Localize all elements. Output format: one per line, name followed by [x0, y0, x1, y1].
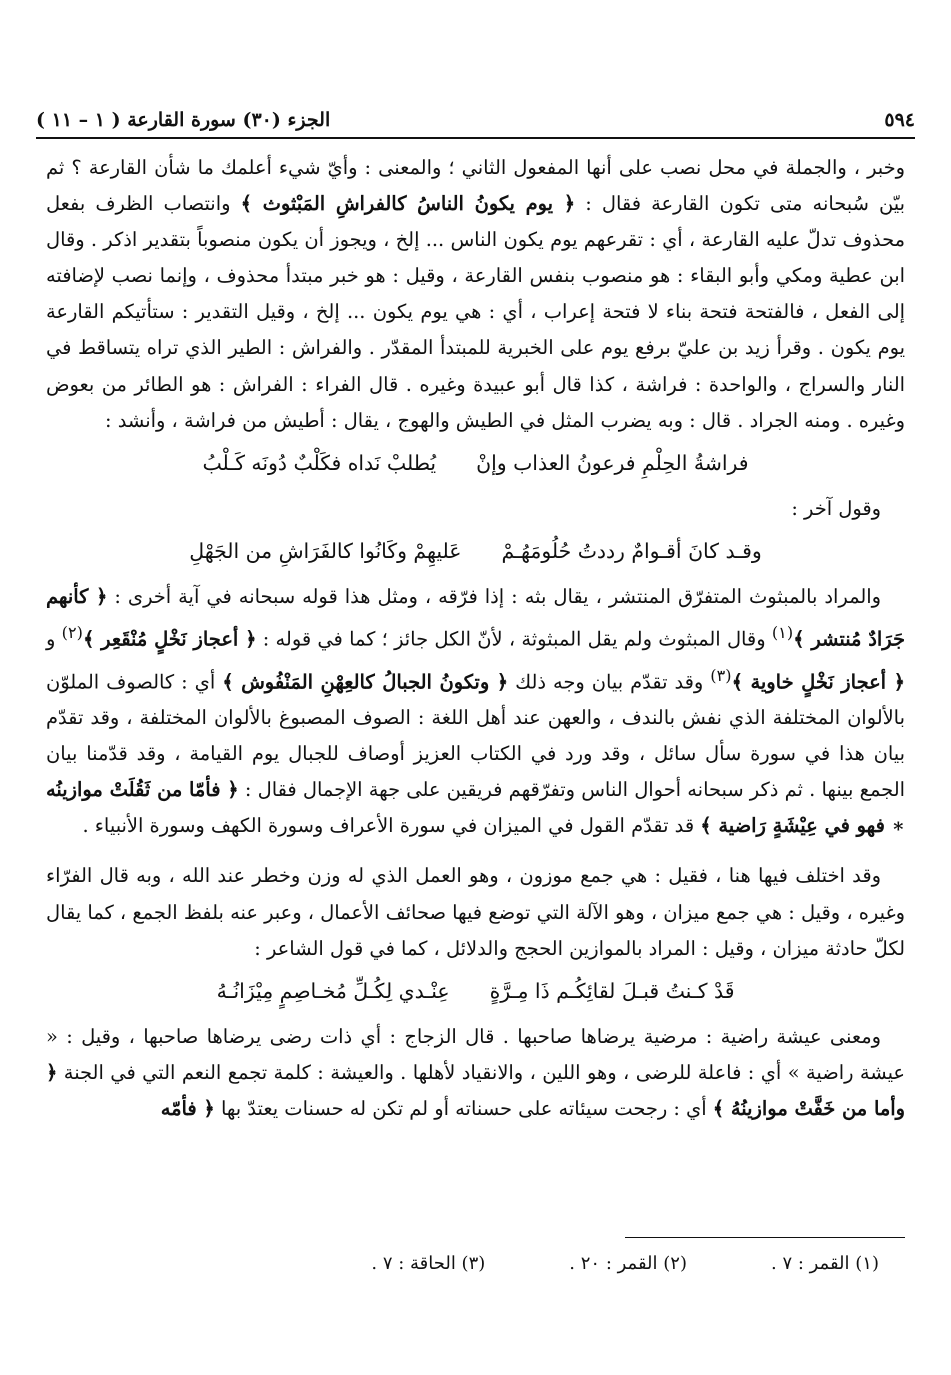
running-title: الجزء (٣٠) سورة القارعة ( ١ – ١١ ) [36, 109, 331, 131]
footnote-rule [625, 1237, 905, 1238]
text-run: والمراد بالمبثوث المتفرّق المنتشر ، يقال بثه : إذا فرّقه ، ومثل هذا قوله سبحانه في آية أخرى : [107, 584, 881, 608]
quran-quote: ﴿ يوم يكونُ الناسُ كالفراشِ المَبْثوث ﴾ [240, 192, 576, 216]
quran-quote: ﴿ فأمّا من ثَقُلَتْ موازينُه ∗ فهو في عِيْشَةٍ رَاضية ﴾ [46, 778, 905, 838]
verse-hemistich-first: وقـد كانَ أقـوامٌ رددتُ حُلُومَهُـمْ [501, 538, 762, 563]
verse-intro: وقول آخر : [791, 496, 881, 520]
footnote-3: (٣) الحاقة : ٧ . [371, 1253, 486, 1274]
text-run: أي : كالصوف الملوّن بالألوان المختلفة الذي نفش بالندف ، والعهن عند أهل اللغة : الصوف المصبوغ بالألوان المختلفة ، وقد تقدّم بيان هذا في سورة سأل سائل ، وقد ورد في الكتاب العزيز أوصاف للجبال يوم القيامة ، وقد قدّمنا بيان الجمع بينها . ثم ذكر سبحانه أحوال الناس وتفرّقهم فريقين على جهة الإجمال فقال : [46, 669, 905, 802]
page-number: ٥٩٤ [884, 109, 915, 131]
quran-quote: ﴿ وتكونُ الجبالُ كالعِهْنِ المَنْفُوش ﴾ [222, 669, 509, 693]
poem-verse-3 [46, 969, 905, 1013]
footnote-marker[interactable]: (٢) [61, 622, 83, 642]
footnote-marker[interactable]: (٣) [710, 665, 732, 685]
footnote-1: (١) القمر : ٧ . [770, 1253, 879, 1274]
page-body [46, 150, 905, 1127]
paragraph-4 [46, 1019, 905, 1127]
paragraph-2 [46, 579, 905, 845]
footnote-marker[interactable]: (١) [771, 622, 794, 642]
text-run: وانتصاب الظرف بفعل محذوف تدلّ عليه القارعة ، أي : تقرعهم يوم يكون الناس ... إلخ ، ويجوز أن يكون منصوباً بتقدير اذكر . وقال ابن عطية ومكي وأبو البقاء : هو منصوب بنفس القارعة ، وقيل : هو خبر مبتدأ محذوف ، وإنما نصب لإضافته إلى الفعل ، فالفتحة فتحة بناء لا فتحة إعراب ، أي : هي يوم يكون ... إلخ ، وقيل التقدير : ستأتيكم القارعة يوم يكون . وقرأ زيد بن عليّ برفع يوم على الخبرية للمبتدأ المقدّر . والفراش : الطير الذي تراه يتساقط في النار والسراج ، والواحدة : فراشة ، كذا قال أبو عبيدة وغيره . قال الفراء : الفراش : هو الطائر من بعوض وغيره . ومنه الجراد . قال : وبه يضرب المثل في الطيش والهوج ، يقال : أطيش من فراشة ، وأنشد : [46, 192, 905, 432]
paragraph-1 [46, 150, 905, 439]
text-run: ومعنى عيشة راضية : مرضية يرضاها صاحبها . قال الزجاج : أي ذات رضى يرضاها صاحبها ، وقيل : « عيشة راضية » أي : فاعلة للرضى ، وهو اللين ، والانقياد لأهلها . والعيشة : كلمة تجمع النعم التي في الجنة [46, 1024, 905, 1084]
paragraph-gap [46, 844, 905, 858]
text-run: وقد تقدّم بيان وجه ذلك [508, 669, 711, 693]
quran-quote: ﴿ كأنهم جَرَادٌ مُنتشر ﴾ [46, 584, 905, 651]
text-run: وخبر ، والجملة في محل نصب على أنها المفعول الثاني ؛ والمعنى : وأيّ شيء أعلمك ما شأن القارعة ؟ ثم بيّن سُبحانه متى تكون القارعة فقال : [46, 156, 906, 216]
quran-quote: ﴿ أعجاز نَخْلٍ مُنْقَعِر ﴾ [82, 627, 257, 651]
text-run: وقال المبثوث ولم يقل المبثوثة ، لأنّ الكل جائز ؛ كما في قوله : [256, 627, 772, 651]
verse-hemistich-second: يُطلبْ نَداه فكَلْبٌ دُونَه كَـلْبُ [202, 450, 437, 475]
footnotes [371, 1253, 879, 1274]
verse-hemistich-second: عِنْـدي لِكُـلِّ مُخـاصِمٍ مِيْزَانُـهُ [216, 978, 450, 1003]
footnote-2: (٢) القمر : ٢٠ . [569, 1253, 687, 1274]
quran-quote: ﴿ وأما من خَفَّتْ موازينُهُ ﴾ [46, 1060, 905, 1120]
quran-quote: ﴿ أعجاز نَخْلٍ خاوية ﴾ [731, 669, 905, 693]
verse-hemistich-second: عَليهِمْ وكَانُوا كالفَرَاشِ من الجَهْلِ [189, 538, 462, 563]
poem-verse-2 [46, 529, 905, 573]
text-run: قد تقدّم القول في الميزان في سورة الأعراف وسورة الكهف وسورة الأنبياء . [82, 814, 701, 838]
verse-hemistich-first: قَدْ كـنتُ قبـلَ لقائِكُـم ذَا مِـرَّةٍ [489, 978, 735, 1003]
poem-verse-1 [46, 441, 905, 485]
page-header [36, 106, 915, 134]
quran-quote: ﴿ فأمّه [160, 1096, 215, 1120]
header-rule [36, 137, 915, 139]
text-run: أي : رجحت سيئاته على حسناته أو لم تكن له حسنات يعتدّ بها [214, 1096, 713, 1120]
verse-hemistich-first: فراشةُ الحِلْمِ فرعونُ العذاب وإنْ [476, 450, 749, 475]
paragraph-3: وقد اختلف فيها هنا ، فقيل : هي جمع موزون ، وهو العمل الذي له وزن وخطر عند الله ، وبه قال الفرّاء وغيره ، وقيل : هي جمع ميزان ، وهو الآلة التي توضع فيها صحائف الأعمال ، وعبر عنه بلفظ الجمع ، كما يقال لكلّ حادثة ميزان ، وقيل : المراد بالموازين الحجج والدلائل ، كما في قول الشاعر : [46, 864, 905, 960]
text-run: و [46, 627, 62, 651]
